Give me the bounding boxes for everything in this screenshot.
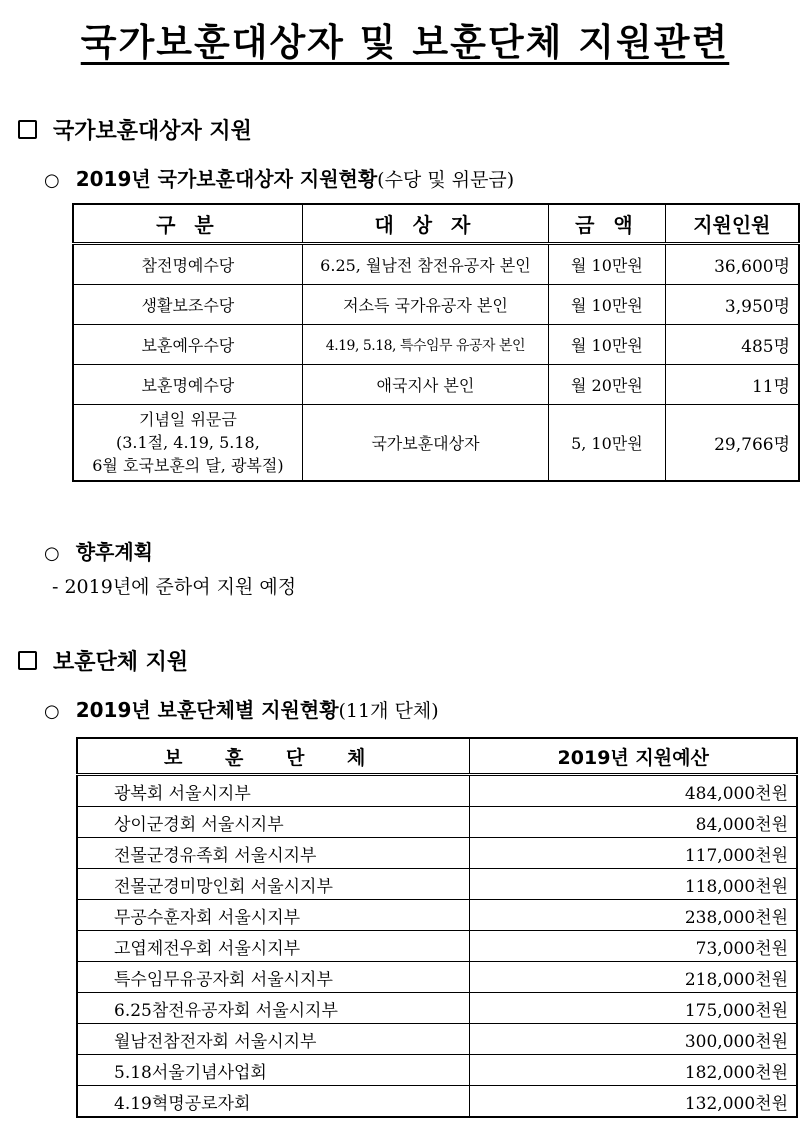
circle-bullet-icon: ○ [44, 170, 60, 191]
cell-target: 저소득 국가유공자 본인 [302, 285, 548, 325]
cell-budget: 484,000천원 [470, 775, 797, 807]
cell-amount: 월 20만원 [549, 365, 666, 405]
table-row [77, 1024, 797, 1055]
cell-budget: 118,000천원 [470, 869, 797, 900]
table-header-row [73, 204, 799, 244]
table-row [77, 900, 797, 931]
circle-bullet-icon: ○ [44, 701, 60, 722]
cell-organization: 고엽제전우회 서울시지부 [77, 931, 470, 962]
cell-budget: 132,000천원 [470, 1086, 797, 1118]
document-title: 국가보훈대상자 및 보훈단체 지원관련 [80, 21, 730, 64]
cell-budget: 238,000천원 [470, 900, 797, 931]
subsection-org-status [44, 694, 439, 723]
table-row [77, 775, 797, 807]
cell-headcount: 485명 [665, 325, 799, 365]
header-category: 구 분 [73, 204, 302, 244]
cell-category: 기념일 위문금 (3.1절, 4.19, 5.18, 6월 호국보훈의 달, 광복절) [73, 405, 302, 482]
section-heading-veterans [18, 114, 252, 145]
header-amount: 금 액 [549, 204, 666, 244]
veterans-support-table [72, 203, 800, 482]
cell-headcount: 3,950명 [665, 285, 799, 325]
cell-target: 4.19, 5.18, 특수임무 유공자 본인 [302, 325, 548, 365]
table-row [77, 1055, 797, 1086]
cell-organization: 무공수훈자회 서울시지부 [77, 900, 470, 931]
cell-budget: 182,000천원 [470, 1055, 797, 1086]
section-heading-organizations [18, 645, 188, 676]
cell-headcount: 29,766명 [665, 405, 799, 482]
cell-organization: 상이군경회 서울시지부 [77, 807, 470, 838]
cell-headcount: 36,600명 [665, 244, 799, 285]
cell-amount: 5, 10만원 [549, 405, 666, 482]
cell-target: 애국지사 본인 [302, 365, 548, 405]
cell-budget: 175,000천원 [470, 993, 797, 1024]
table-row [73, 365, 799, 405]
cell-target: 6.25, 월남전 참전유공자 본인 [302, 244, 548, 285]
cell-amount: 월 10만원 [549, 244, 666, 285]
table-row [73, 405, 799, 482]
circle-bullet-icon: ○ [44, 543, 60, 564]
table-row [77, 962, 797, 993]
cell-headcount: 11명 [665, 365, 799, 405]
cell-budget: 73,000천원 [470, 931, 797, 962]
cell-category: 생활보조수당 [73, 285, 302, 325]
subsection-future-plan [44, 536, 153, 565]
checkbox-square-icon [18, 120, 37, 139]
cell-category: 참전명예수당 [73, 244, 302, 285]
cell-amount: 월 10만원 [549, 325, 666, 365]
cell-organization: 전몰군경미망인회 서울시지부 [77, 869, 470, 900]
cell-organization: 5.18서울기념사업회 [77, 1055, 470, 1086]
subsection-support-status [44, 163, 514, 192]
cell-organization: 광복회 서울시지부 [77, 775, 470, 807]
subsection-note: (수당 및 위문금) [377, 169, 515, 191]
header-budget: 2019년 지원예산 [470, 738, 797, 775]
cell-organization: 전몰군경유족회 서울시지부 [77, 838, 470, 869]
header-organization: 보 훈 단 체 [77, 738, 470, 775]
table-row [77, 1086, 797, 1118]
cell-budget: 84,000천원 [470, 807, 797, 838]
cell-category: 보훈예우수당 [73, 325, 302, 365]
table-row [73, 285, 799, 325]
cell-category: 보훈명예수당 [73, 365, 302, 405]
organization-budget-table [76, 737, 798, 1118]
table-row [77, 869, 797, 900]
cell-budget: 218,000천원 [470, 962, 797, 993]
checkbox-square-icon [18, 651, 37, 670]
header-headcount: 지원인원 [665, 204, 799, 244]
cell-amount: 월 10만원 [549, 285, 666, 325]
table-header-row [77, 738, 797, 775]
cell-target: 국가보훈대상자 [302, 405, 548, 482]
subsection-note: (11개 단체) [338, 700, 439, 722]
subsection-label: 2019년 국가보훈대상자 지원현황 [75, 167, 378, 191]
section-heading-text: 국가보훈대상자 지원 [53, 119, 252, 144]
table-row [77, 993, 797, 1024]
cell-organization: 4.19혁명공로자회 [77, 1086, 470, 1118]
table-row [77, 807, 797, 838]
cell-organization: 특수임무유공자회 서울시지부 [77, 962, 470, 993]
cell-budget: 300,000천원 [470, 1024, 797, 1055]
subsection-label: 2019년 보훈단체별 지원현황 [75, 698, 339, 722]
table-row [73, 325, 799, 365]
cell-organization: 6.25참전유공자회 서울시지부 [77, 993, 470, 1024]
subsection-label: 향후계획 [75, 540, 153, 564]
cell-organization: 월남전참전자회 서울시지부 [77, 1024, 470, 1055]
header-target: 대 상 자 [302, 204, 548, 244]
section-heading-text: 보훈단체 지원 [53, 650, 189, 675]
plan-detail: - 2019년에 준하여 지원 예정 [52, 576, 297, 598]
table-row [73, 244, 799, 285]
table-row [77, 931, 797, 962]
table-row [77, 838, 797, 869]
cell-budget: 117,000천원 [470, 838, 797, 869]
